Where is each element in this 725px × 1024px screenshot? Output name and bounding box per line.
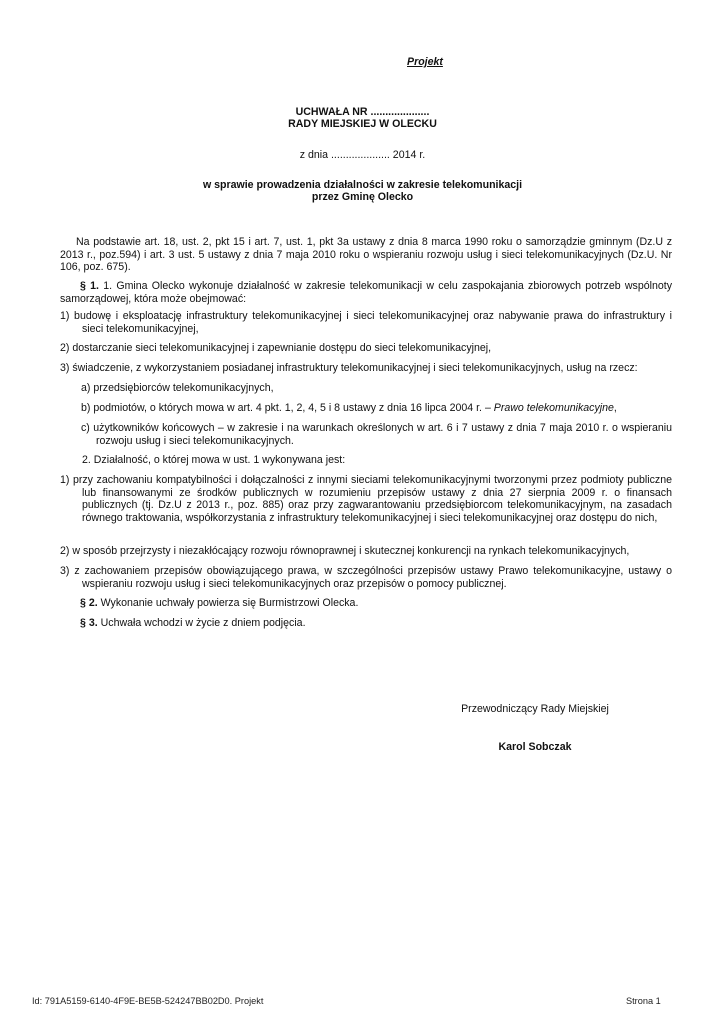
section-2-mark: § 2. (80, 597, 98, 609)
subject-line-2: przez Gminę Olecko (311, 191, 414, 203)
footer-page-number: Strona 1 (626, 996, 661, 1006)
sub-item-b-text: b) podmiotów, o których mowa w art. 4 pkt. 1, 2, 4, 5 i 8 ustawy z dnia 16 lipca 2004 r. – (81, 402, 494, 414)
manner-item-3: 3) z zachowaniem przepisów obowiązującego prawa, w szczególności przepisów ustawy Prawo telekomunikacyjne, ustawy o wspieraniu rozwoju usług i sieci telekomunikacyjnych oraz przepisów o pomocy publicznej. (60, 565, 672, 590)
section-3-mark: § 3. (80, 617, 98, 629)
projekt-label: Projekt (407, 56, 443, 68)
sub-item-a: a) przedsiębiorców telekomunikacyjnych, (81, 382, 274, 394)
resolution-date: z dnia .................... 2014 r. (299, 149, 426, 161)
council-name: RADY MIEJSKIEJ W OLECKU (288, 118, 437, 130)
manner-item-2: 2) w sposób przejrzysty i niezakłócający rozwoju równoprawnej i skutecznej konkurencji na rynkach telekomunikacyjnych, (60, 545, 630, 557)
footer-document-id: Id: 791A5159-6140-4F9E-BE5B-524247BB02D0. Projekt (32, 996, 264, 1006)
subject-line-1: w sprawie prowadzenia działalności w zakresie telekomunikacji (202, 179, 523, 191)
sub-item-b (81, 402, 672, 415)
section-1-text: 1. Gmina Olecko wykonuje działalność w zakresie telekomunikacji w celu zaspokajania zbiorowych potrzeb wspólnoty samorządowej, która może obejmować: (60, 280, 672, 305)
section-1-paragraph (60, 280, 672, 305)
signature-role: Przewodniczący Rady Miejskiej (461, 703, 609, 715)
section-3-text: Uchwała wchodzi w życie z dniem podjęcia. (97, 617, 306, 629)
section-1-point-2: 2. Działalność, o której mowa w ust. 1 wykonywana jest: (82, 454, 346, 466)
resolution-number: UCHWAŁA NR .................... (295, 106, 430, 118)
manner-item-1: 1) przy zachowaniu kompatybilności i dołączalności z innymi sieciami telekomunikacyjnymi tworzonymi przez podmioty publiczne lub finansowanymi ze środków publicznych w rozumieniu przepisów ustawy z dnia 27 sierpnia 2009 r. o finansach publicznych (tj. Dz.U z 2013 r., poz. 885) oraz przy zagwarantowaniu przedsiębiorcom telekomunikacyjnym, na zasadach równego traktowania, współkorzystania z infrastruktury telekomunikacyjnej i sieci telekomunikacyjnej oraz dostępu do nich, (60, 474, 672, 524)
sub-item-c: c) użytkowników końcowych – w zakresie i na warunkach określonych w art. 6 i 7 ustawy z dnia 7 maja 2010 r. o wspieraniu rozwoju usług i sieci telekomunikacyjnych. (81, 422, 672, 447)
section-2-paragraph (80, 597, 358, 610)
sub-item-b-end: , (613, 402, 617, 414)
section-1-mark: § 1. (80, 280, 99, 292)
legal-basis-paragraph: Na podstawie art. 18, ust. 2, pkt 15 i art. 7, ust. 1, pkt 3a ustawy z dnia 8 marca 1990 roku o samorządzie gminnym (Dz.U z 2013 r., poz.594) i art. 3 ust. 5 ustawy z dnia 7 maja 2010 roku o wspieraniu rozwoju usług i sieci telekomunikacyjnych (Dz.U. Nr 106, poz. 675). (60, 236, 672, 273)
section-3-paragraph (80, 617, 306, 630)
list-item-2: 2) dostarczanie sieci telekomunikacyjnej i zapewnianie dostępu do sieci telekomunikacyjnej, (60, 342, 492, 354)
list-item-1: 1) budowę i eksploatację infrastruktury telekomunikacyjnej i sieci telekomunikacyjnej oraz nabywanie prawa do infrastruktury i sieci telekomunikacyjnej, (60, 310, 672, 335)
section-2-text: Wykonanie uchwały powierza się Burmistrzowi Olecka. (97, 597, 359, 609)
signature-name: Karol Sobczak (498, 741, 572, 753)
list-item-3: 3) świadczenie, z wykorzystaniem posiadanej infrastruktury telekomunikacyjnej i sieci telekomunikacyjnych, usług na rzecz: (60, 362, 638, 374)
sub-item-b-italic: Prawo telekomunikacyjne (493, 402, 614, 414)
